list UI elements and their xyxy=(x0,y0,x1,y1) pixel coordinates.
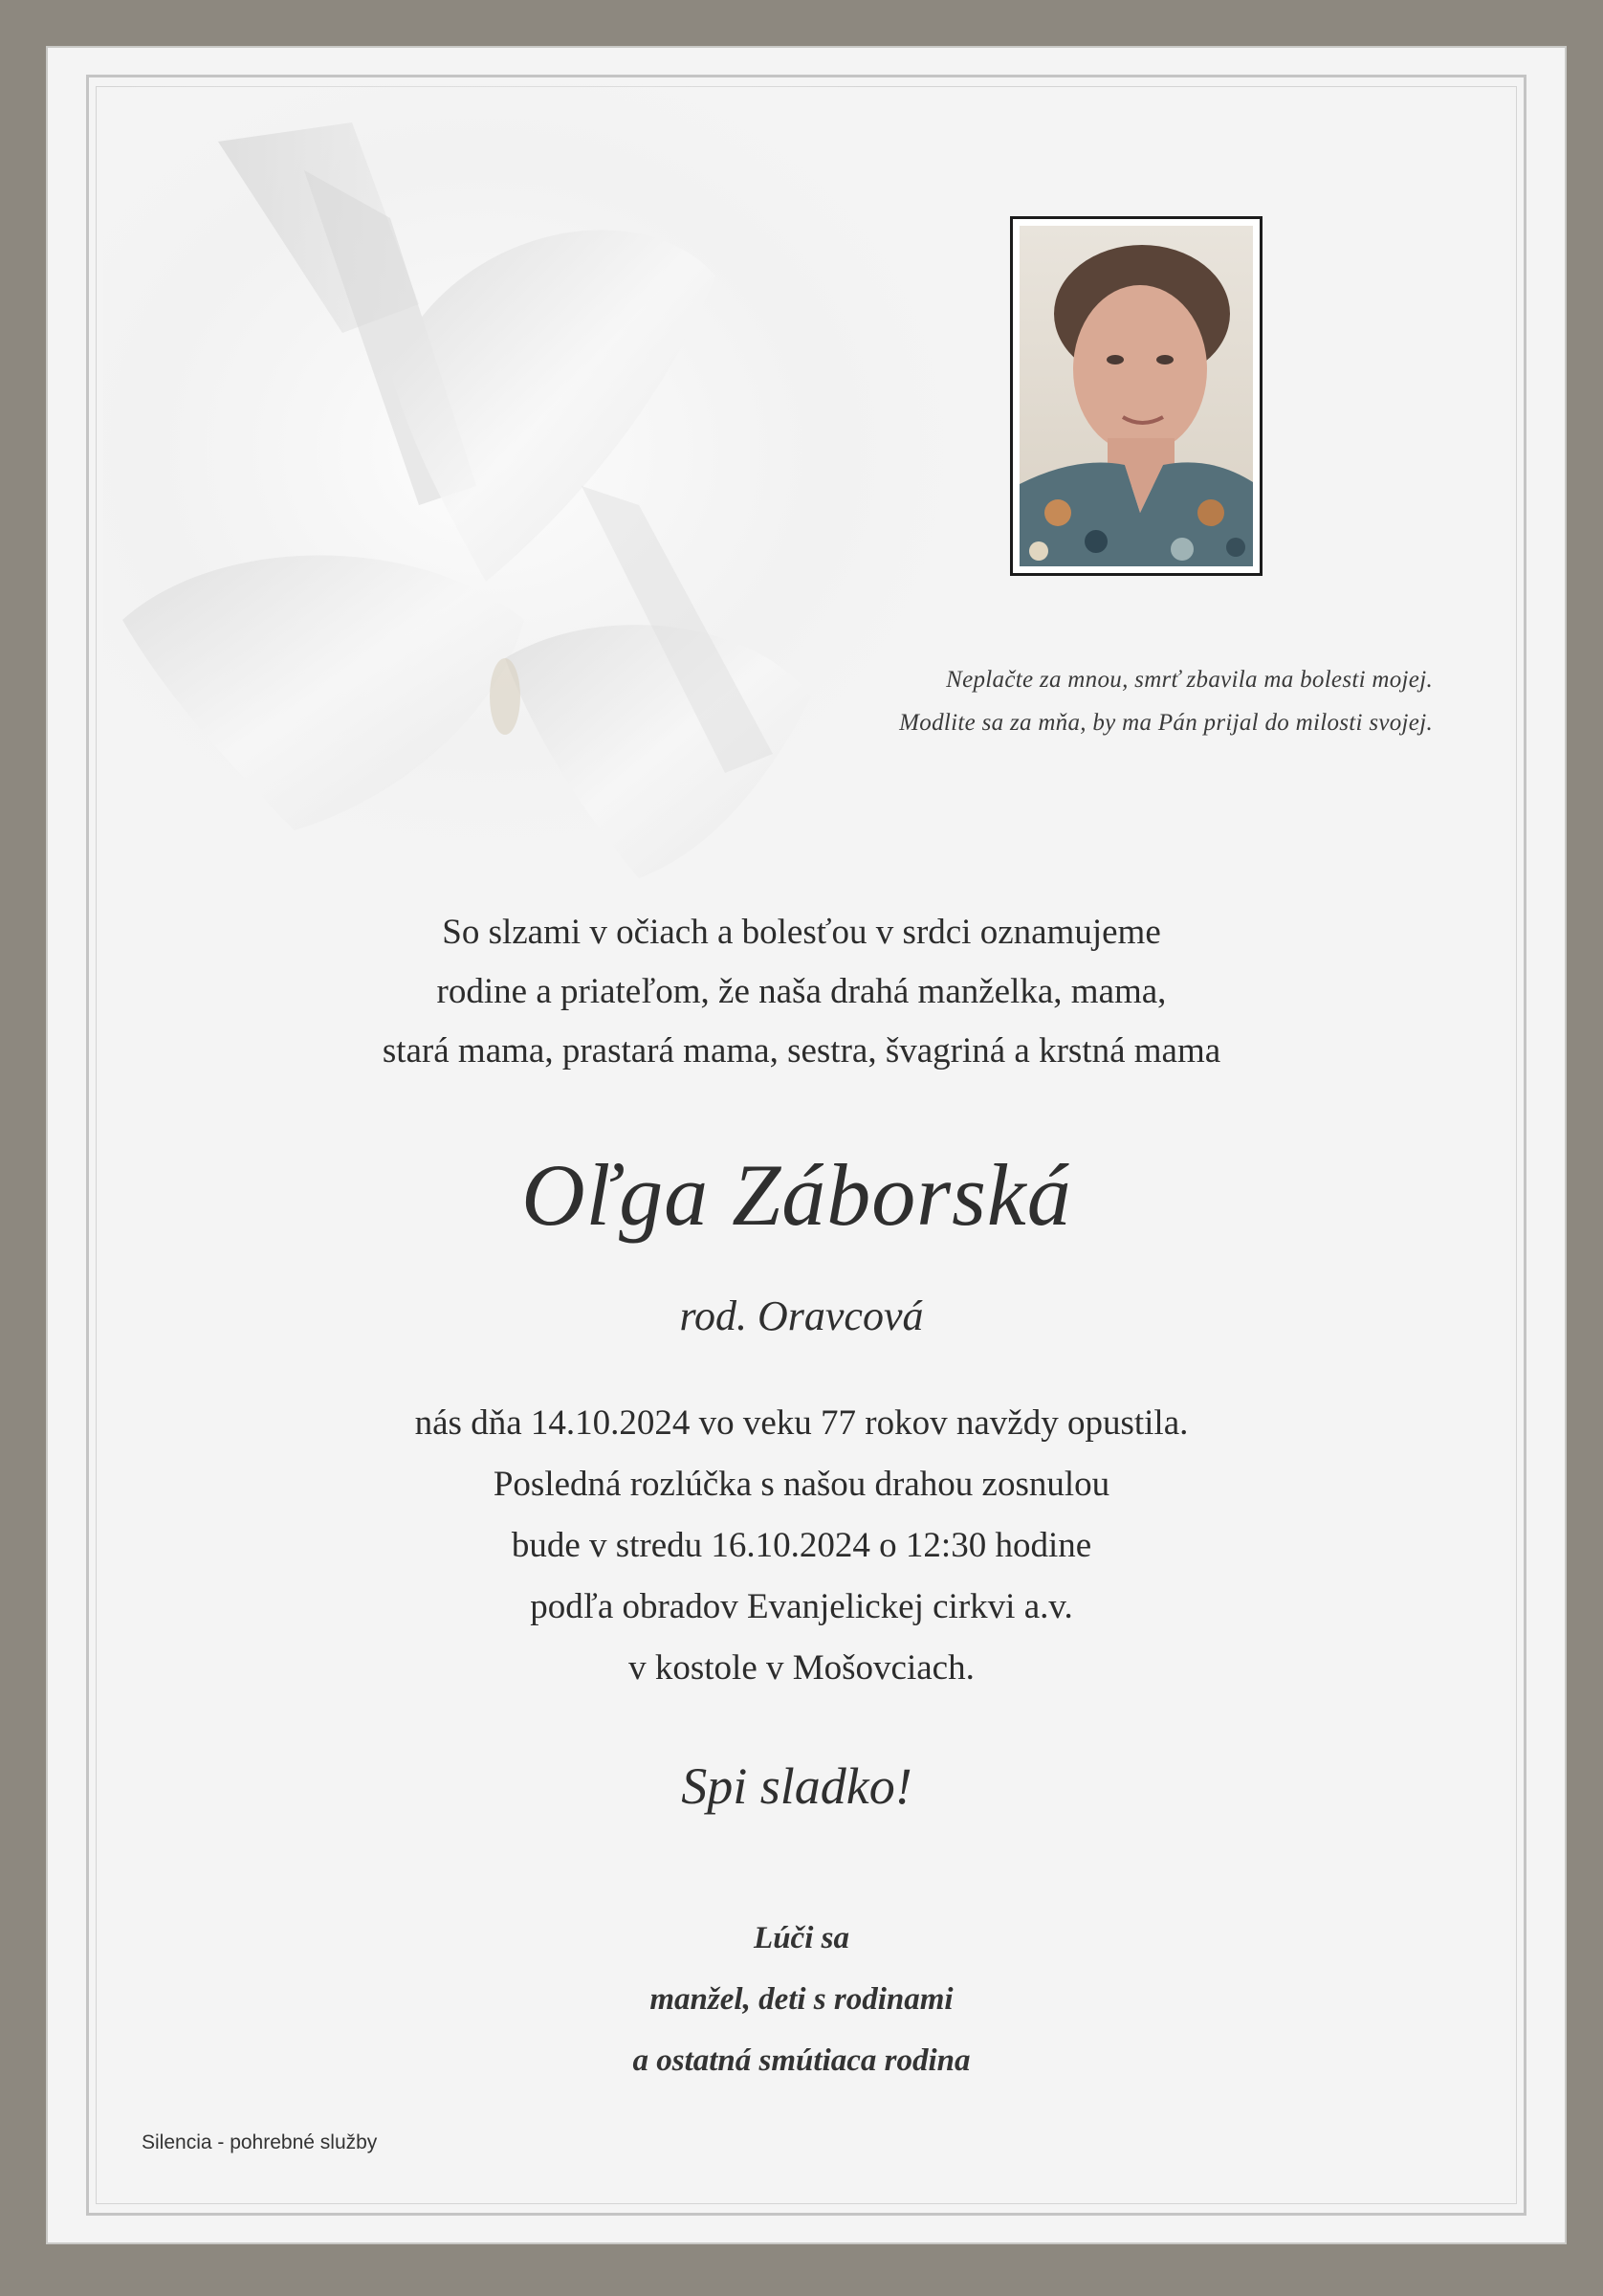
details-line-3: bude v stredu 16.10.2024 o 12:30 hodine xyxy=(511,1526,1092,1565)
details-line-2: Posledná rozlúčka s našou drahou zosnulou xyxy=(493,1465,1110,1504)
details-line-5: v kostole v Mošovciach. xyxy=(628,1648,975,1688)
farewell-signature xyxy=(36,1908,1567,2091)
farewell-line-3: a ostatná smútiaca rodina xyxy=(632,2043,971,2078)
obituary-sheet xyxy=(46,46,1567,2244)
motto-verse xyxy=(899,658,1433,744)
details-line-4: podľa obradov Evanjelickej cirkvi a.v. xyxy=(530,1587,1073,1626)
portrait-photo xyxy=(1010,216,1263,576)
motto-line-1: Neplačte za mnou, smrť zbavila ma bolesti mojej. xyxy=(946,667,1433,693)
announcement-text xyxy=(36,903,1567,1081)
maiden-name: rod. Oravcová xyxy=(679,1292,924,1339)
farewell-line-1: Lúči sa xyxy=(754,1921,849,1955)
announcement-line-1: So slzami v očiach a bolesťou v srdci oznamujeme xyxy=(442,913,1161,952)
calla-lily-background-icon xyxy=(103,84,1060,897)
announcement-line-3: stará mama, prastará mama, sestra, švagriná a krstná mama xyxy=(382,1031,1221,1071)
motto-line-2: Modlite sa za mňa, by ma Pán prijal do milosti svojej. xyxy=(899,710,1433,736)
farewell-line-2: manžel, deti s rodinami xyxy=(649,1982,954,2017)
closing-phrase: Spi sladko! xyxy=(681,1757,912,1815)
portrait-photo-icon xyxy=(1020,226,1253,566)
funeral-service-credit: Silencia - pohrebné služby xyxy=(142,2131,378,2153)
announcement-line-2: rodine a priateľom, že naša drahá manželka, mama, xyxy=(436,972,1167,1011)
funeral-details xyxy=(36,1393,1567,1699)
details-line-1: nás dňa 14.10.2024 vo veku 77 rokov navždy opustila. xyxy=(414,1403,1189,1443)
deceased-name: Oľga Záborská xyxy=(521,1146,1072,1244)
